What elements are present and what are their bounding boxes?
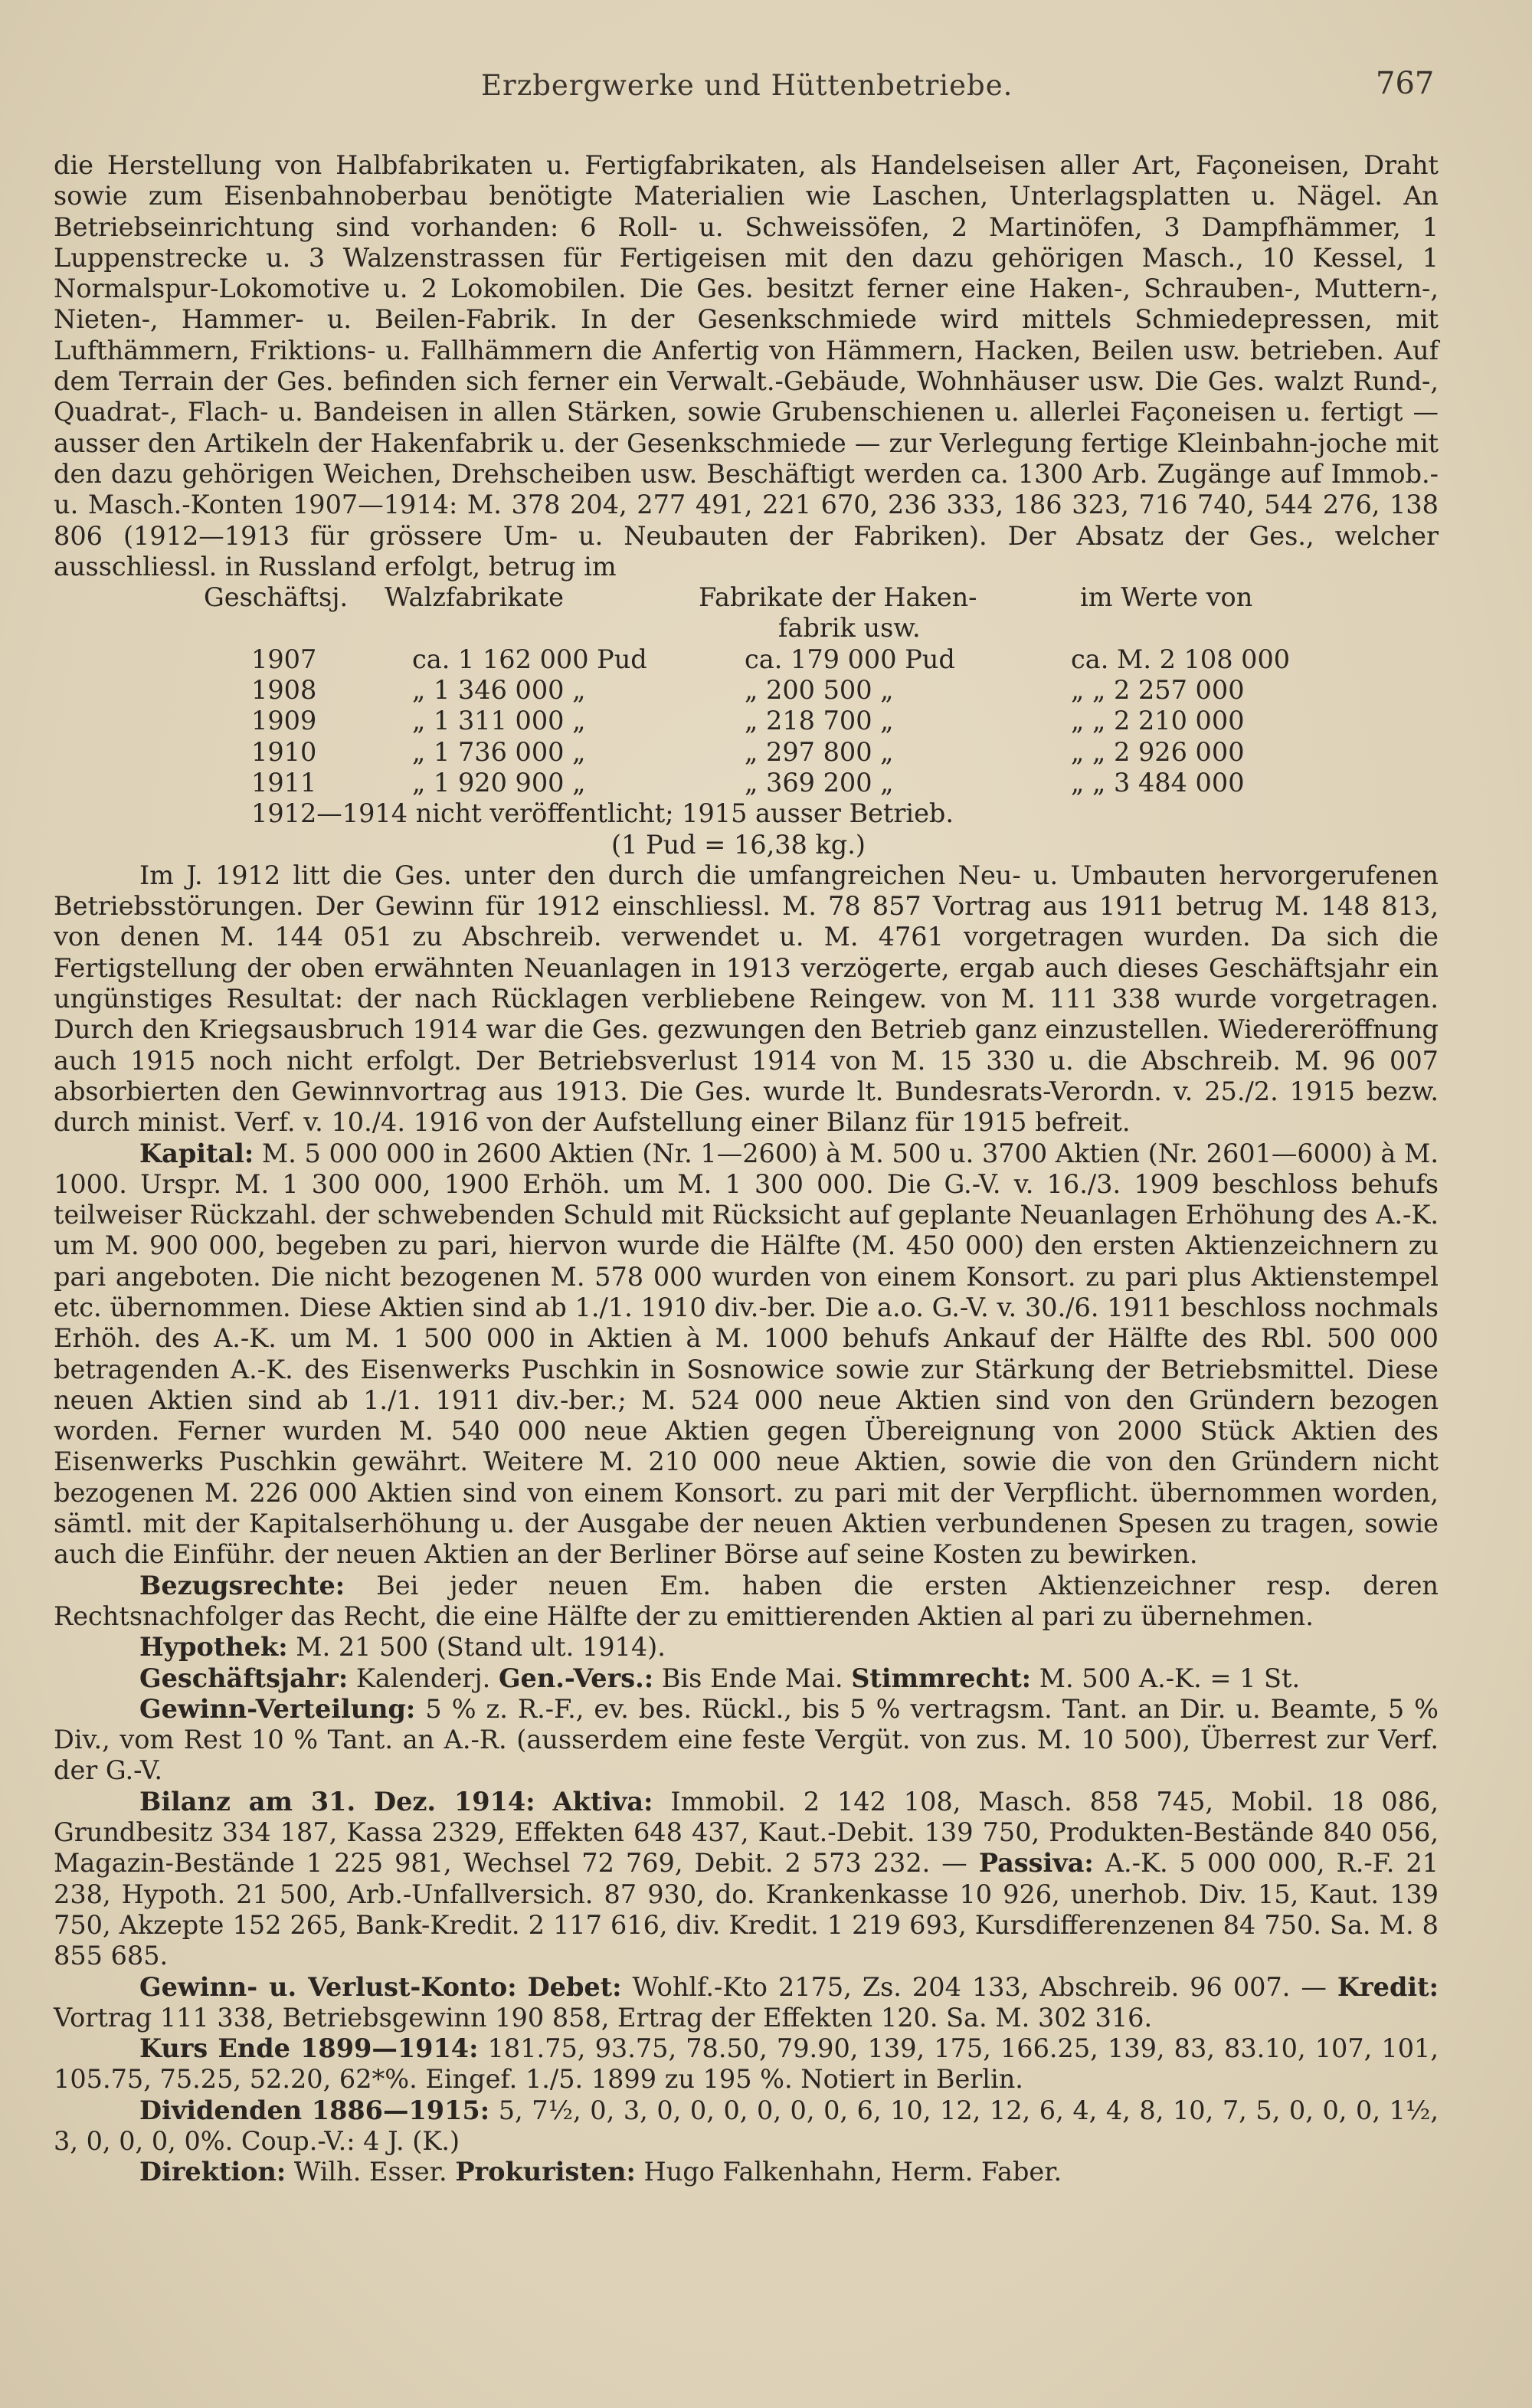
table-row [54, 768, 1439, 798]
geschaeftsjahr-section [54, 1663, 1439, 1694]
geschaeftsjahr-text: Kalenderj. [355, 1663, 491, 1693]
column-header: im Werte von [1080, 582, 1253, 613]
debet-label: Debet: [527, 1971, 622, 2002]
debet-text: Wohlf.-Kto 2175, Zs. 204 133, Abschreib. 96 007. — [632, 1971, 1327, 2002]
table-row [54, 737, 1439, 768]
column-header-cont: fabrik usw. [778, 613, 921, 644]
kredit-label: Kredit: [1337, 1971, 1439, 2002]
kapital-text: M. 5 000 000 in 2600 Aktien (Nr. 1—2600) à M. 500 u. 3700 Aktien (Nr. 2601—6000) à M. 1000. Urspr. M. 1 300 000, 1900 Erhöh. um M. 1 300 000. Die G.-V. v. 16./3. 1909 beschloss behufs teilweiser Rückzahl. der schwebenden Schuld mit Rücksicht auf geplante Neuanlagen Erhöhung des A.-K. um M. 900 000, begeben zu pari, hiervon wurde die Hälfte (M. 450 000) den ersten Aktienzeichnern zu pari angeboten. Die nicht bezogenen M. 578 000 wurden von einem Konsort. zu pari plus Aktienstempel etc. übernommen. Diese Aktien sind ab 1./1. 1910 div.-ber. Die a.o. G.-V. v. 30./6. 1911 beschloss nochmals Erhöh. des A.-K. um M. 1 500 000 in Aktien à M. 1000 behufs Ankauf der Hälfte des Rbl. 500 000 betragenden A.-K. des Eisenwerks Puschkin in Sosnowice sowie zur Stärkung der Betriebsmittel. Diese neuen Aktien sind ab 1./1. 1911 div.-ber.; M. 524 000 neue Aktien sind von den Gründern bezogen worden. Ferner wurden M. 540 000 neue Aktien gegen Übereignung von 2000 Stück Aktien des Eisenwerks Puschkin gewährt. Weitere M. 210 000 neue Aktien, sowie die von den Gründern nicht bezogenen M. 226 000 Aktien sind von einem Konsort. zu pari mit der Verpflicht. übernommen worden, sämtl. mit der Kapitalserhöhung u. der Ausgabe der neuen Aktien verbundenen Spesen zu tragen, sowie auch die Einführ. der neuen Aktien an der Berliner Börse auf seine Kosten zu bewirken. [54, 1138, 1439, 1570]
bilanz-label: Bilanz am 31. Dez. 1914: [139, 1786, 535, 1817]
page-header [0, 64, 1532, 110]
dividenden-label: Dividenden 1886—1915: [139, 2095, 490, 2125]
column-header: Walzfabrikate [385, 582, 564, 613]
table-header-row [54, 582, 1439, 613]
cell-haken: ca. 179 000 Pud [745, 644, 955, 674]
cell-year: 1907 [251, 644, 317, 674]
direktion-text: Wilh. Esser. [293, 2157, 447, 2187]
cell-haken: „ 369 200 „ [745, 767, 894, 798]
kapital-label: Kapital: [139, 1138, 254, 1168]
bilanz-section [54, 1787, 1439, 1972]
column-header: Fabrikate der Haken- [699, 582, 977, 613]
cell-year: 1910 [251, 736, 317, 767]
cell-walz: „ 1 736 000 „ [412, 736, 586, 767]
gewinn-verteilung-text: 5 % z. R.-F., ev. bes. Rückl., bis 5 % vertragsm. Tant. an Dir. u. Beamte, 5 % Div., vom Rest 10 % Tant. an A.-R. (ausserdem eine feste Vergüt. von zus. M. 10 500), Überrest zur Verf. der G.-V. [54, 1693, 1439, 1786]
bezugsrechte-section [54, 1571, 1439, 1633]
hypothek-label: Hypothek: [139, 1632, 288, 1663]
dividenden-text: 5, 7½, 0, 3, 0, 0, 0, 0, 0, 0, 6, 10, 12, 12, 6, 4, 4, 8, 10, 7, 5, 0, 0, 0, 1½, 3, 0, 0, 0, 0%. Coup.-V.: 4 J. (K.) [54, 2095, 1439, 2156]
history-paragraph: Im J. 1912 litt die Ges. unter den durch die umfangreichen Neu- u. Umbauten hervorgerufenen Betriebsstörungen. Der Gewinn für 1912 einschliessl. M. 78 857 Vortrag aus 1911 betrug M. 148 813, von denen M. 144 051 zu Abschreib. verwendet u. M. 4761 vorgetragen wurden. Da sich die Fertigstellung der oben erwähnten Neuanlagen in 1913 verzögerte, ergab auch dieses Geschäftsjahr ein ungünstiges Resultat: der nach Rücklagen verbliebene Reingew. von M. 111 338 wurde vorgetragen. Durch den Kriegsausbruch 1914 war die Ges. gezwungen den Betrieb ganz einzustellen. Wiedereröffnung auch 1915 noch nicht erfolgt. Der Betriebsverlust 1914 von M. 15 330 u. die Abschreib. M. 96 007 absorbierten den Gewinnvortrag aus 1913. Die Ges. wurde lt. Bundesrats-Verordn. v. 25./2. 1915 bezw. durch minist. Verf. v. 10./4. 1916 von der Aufstellung einer Bilanz für 1915 befreit. [54, 860, 1439, 1138]
cell-haken: „ 218 700 „ [745, 706, 894, 736]
dividenden-section [54, 2095, 1439, 2157]
cell-wert: „ „ 3 484 000 [1071, 767, 1245, 798]
cell-walz: „ 1 346 000 „ [412, 675, 586, 706]
table-unit-row [54, 830, 1439, 860]
direktion-section [54, 2157, 1439, 2187]
cell-year: 1908 [251, 675, 317, 706]
passiva-text: A.-K. 5 000 000, R.-F. 21 238, Hypoth. 21 500, Arb.-Unfallversich. 87 930, do. Krankenkasse 10 926, unerhob. Div. 15, Kaut. 139 750, Akzepte 152 265, Bank-Kredit. 2 117 616, div. Kredit. 1 219 693, Kursdifferenzenen 84 750. Sa. M. 8 855 685. [54, 1848, 1439, 1971]
cell-wert: „ „ 2 926 000 [1071, 736, 1245, 767]
aktiva-text: Immobil. 2 142 108, Masch. 858 745, Mobil. 18 086, Grundbesitz 334 187, Kassa 2329, Effekten 648 437, Kaut.-Debit. 139 750, Produkten-Bestände 840 056, Magazin-Bestände 1 225 981, Wechsel 72 769, Debit. 2 573 232. — [54, 1786, 1439, 1879]
table-note: 1912—1914 nicht veröffentlicht; 1915 ausser Betrieb. [251, 798, 954, 829]
geschaeftsjahr-label: Geschäftsjahr: [139, 1663, 349, 1693]
intro-paragraph: die Herstellung von Halbfabrikaten u. Fertigfabrikaten, als Handelseisen aller Art, Façoneisen, Draht sowie zum Eisenbahnoberbau benötigte Materialien wie Laschen, Unterlagsplatten u. Nägel. An Betriebseinrichtung sind vorhanden: 6 Roll- u. Schweissöfen, 2 Martinöfen, 3 Dampfhämmer, 1 Luppenstrecke u. 3 Walzenstrassen für Fertigeisen mit den dazu gehörigen Masch., 10 Kessel, 1 Normalspur-Lokomotive u. 2 Lokomobilen. Die Ges. besitzt ferner eine Haken-, Schrauben-, Muttern-, Nieten-, Hammer- u. Beilen-Fabrik. In der Gesenkschmiede wird mittels Schmiedepressen, mit Lufthämmern, Friktions- u. Fallhämmern die Anfertig von Hämmern, Hacken, Beilen usw. betrieben. Auf dem Terrain der Ges. befinden sich ferner ein Verwalt.-Gebäude, Wohnhäuser usw. Die Ges. walzt Rund-, Quadrat-, Flach- u. Bandeisen in allen Stärken, sowie Grubenschienen u. allerlei Façoneisen u. fertigt — ausser den Artikeln der Hakenfabrik u. der Gesenkschmiede — zur Verlegung fertige Kleinbahn-joche mit den dazu gehörigen Weichen, Drehscheiben usw. Beschäftigt werden ca. 1300 Arb. Zugänge auf Immob.- u. Masch.-Konten 1907—1914: M. 378 204, 277 491, 221 670, 236 333, 186 323, 716 740, 544 276, 138 806 (1912—1913 für grössere Um- u. Neubauten der Fabriken). Der Absatz der Ges., welcher ausschliessl. in Russland erfolgt, betrug im [54, 150, 1439, 582]
cell-haken: „ 297 800 „ [745, 736, 894, 767]
unit-note: (1 Pud = 16,38 kg.) [611, 829, 866, 860]
page-body [54, 150, 1439, 2188]
running-title: Erzbergwerke und Hüttenbetriebe. [481, 69, 1013, 102]
gewinn-verteilung-section [54, 1694, 1439, 1787]
kurs-text: 181.75, 93.75, 78.50, 79.90, 139, 175, 166.25, 139, 83, 83.10, 107, 101, 105.75, 75.25, 52.20, 62*%. Eingef. 1./5. 1899 zu 195 %. Notiert in Berlin. [54, 2033, 1439, 2095]
bezugsrechte-label: Bezugsrechte: [139, 1570, 345, 1600]
table-row [54, 675, 1439, 706]
cell-wert: „ „ 2 210 000 [1071, 706, 1245, 736]
cell-walz: „ 1 311 000 „ [412, 706, 586, 736]
gewinn-verteilung-label: Gewinn-Verteilung: [139, 1693, 416, 1724]
hypothek-section [54, 1632, 1439, 1663]
passiva-label: Passiva: [978, 1848, 1094, 1879]
table-header-row-cont [54, 613, 1439, 644]
stimmrecht-label: Stimmrecht: [851, 1663, 1032, 1693]
cell-year: 1911 [251, 767, 317, 798]
hypothek-text: M. 21 500 (Stand ult. 1914). [296, 1632, 666, 1663]
prokuristen-text: Hugo Falkenhahn, Herm. Faber. [643, 2157, 1062, 2187]
sales-table [54, 582, 1439, 860]
guv-section [54, 1972, 1439, 2034]
column-header: Geschäftsj. [204, 582, 349, 613]
kapital-section [54, 1138, 1439, 1571]
gen-vers-label: Gen.-Vers.: [498, 1663, 654, 1693]
cell-wert: ca. M. 2 108 000 [1071, 644, 1291, 674]
table-row [54, 644, 1439, 675]
page-number: 767 [1376, 66, 1435, 101]
table-note-row [54, 798, 1439, 829]
bezugsrechte-text: Bei jeder neuen Em. haben die ersten Aktienzeichner resp. deren Rechtsnachfolger das Recht, die eine Hälfte der zu emittierenden Aktien al pari zu übernehmen. [54, 1570, 1439, 1631]
cell-haken: „ 200 500 „ [745, 675, 894, 706]
stimmrecht-text: M. 500 A.-K. = 1 St. [1039, 1663, 1301, 1693]
guv-label: Gewinn- u. Verlust-Konto: [139, 1971, 517, 2002]
aktiva-label: Aktiva: [552, 1786, 653, 1817]
gen-vers-text: Bis Ende Mai. [661, 1663, 843, 1693]
kurs-label: Kurs Ende 1899—1914: [139, 2033, 479, 2064]
prokuristen-label: Prokuristen: [455, 2157, 636, 2187]
direktion-label: Direktion: [139, 2157, 286, 2187]
cell-walz: „ 1 920 900 „ [412, 767, 586, 798]
table-row [54, 706, 1439, 736]
cell-wert: „ „ 2 257 000 [1071, 675, 1245, 706]
cell-walz: ca. 1 162 000 Pud [412, 644, 647, 674]
kurs-section [54, 2033, 1439, 2095]
cell-year: 1909 [251, 706, 317, 736]
kredit-text: Vortrag 111 338, Betriebsgewinn 190 858, Ertrag der Effekten 120. Sa. M. 302 316. [54, 2002, 1153, 2033]
